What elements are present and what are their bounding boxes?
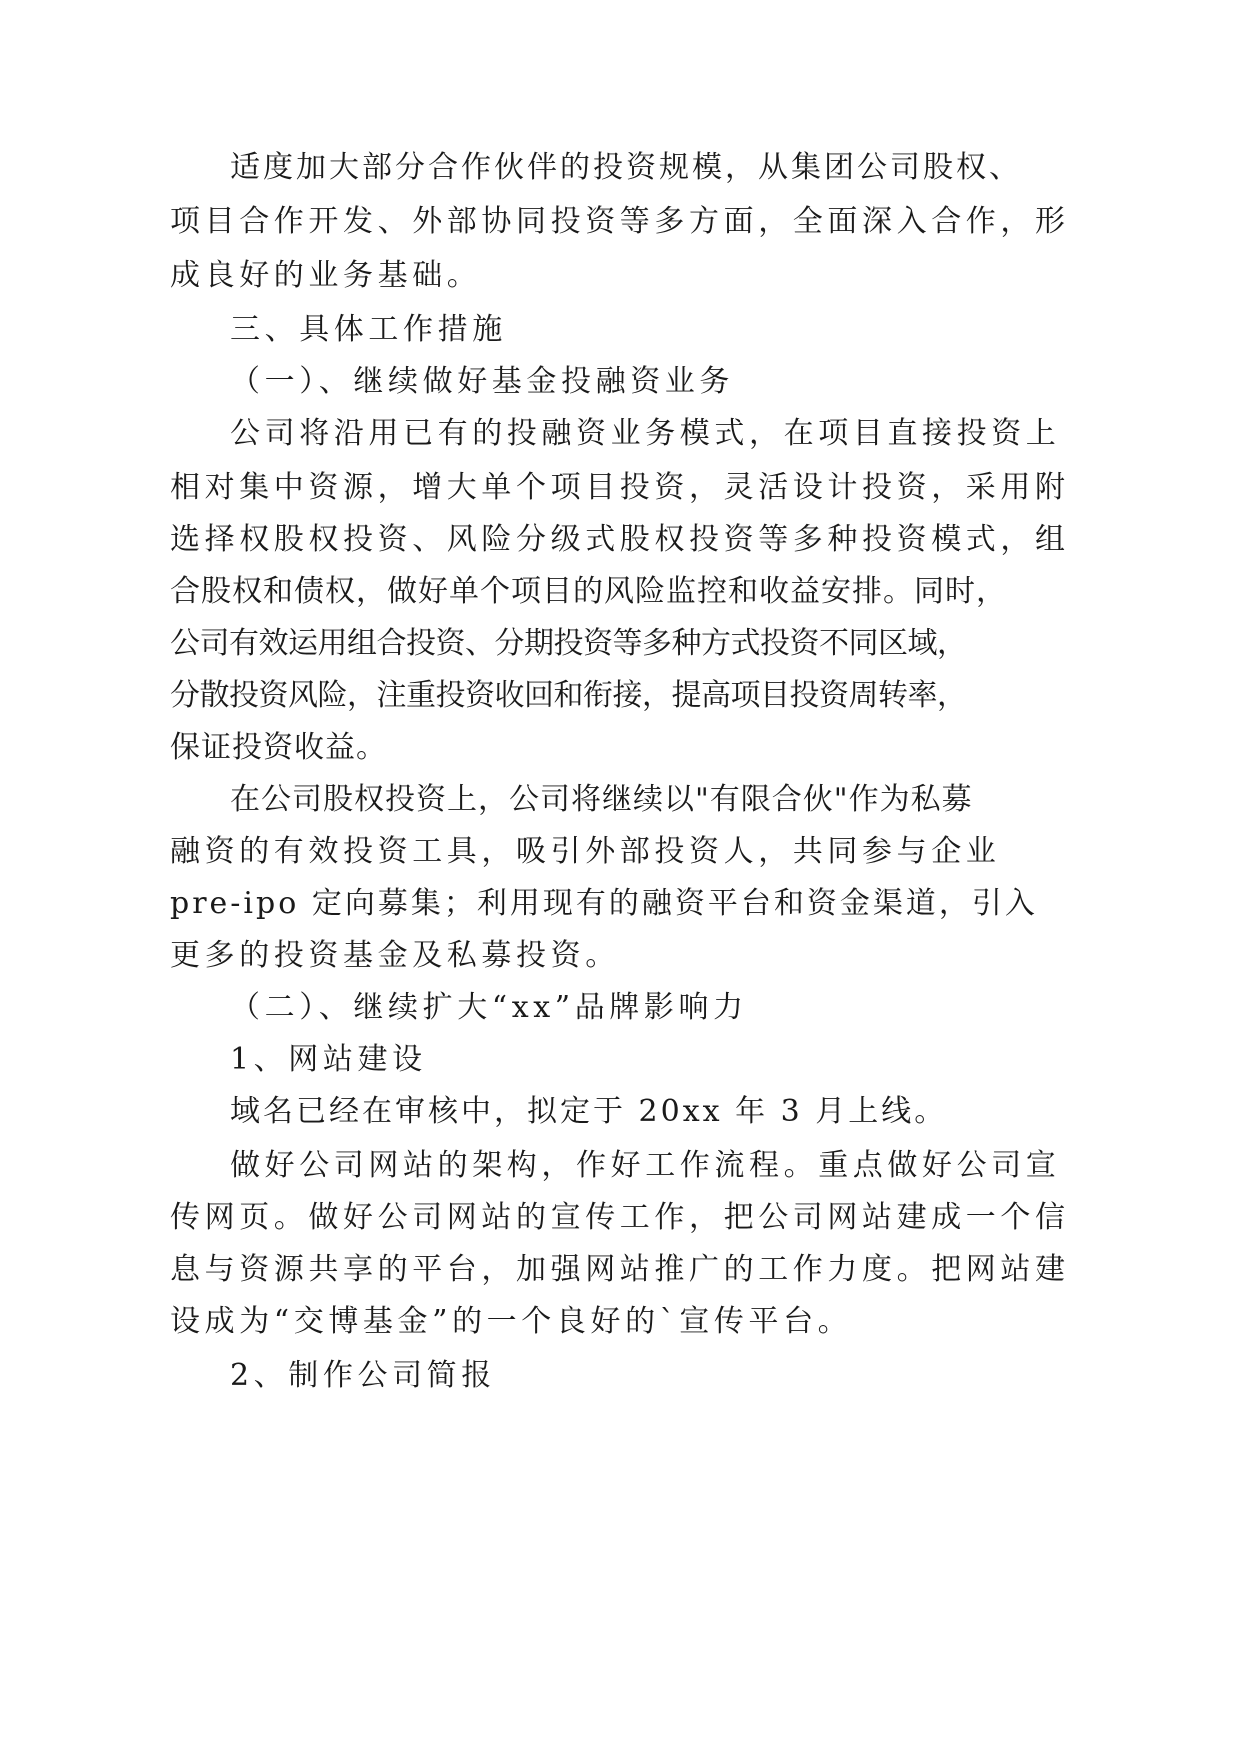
paragraph-2-line-4: 合股权和债权，做好单个项目的风险监控和收益安排。同时， <box>170 574 1007 609</box>
paragraph-3-line-1: 在公司股权投资上，公司将继续以"有限合伙"作为私募 <box>230 782 973 817</box>
paragraph-5-line-3: 息与资源共享的平台，加强网站推广的工作力度。把网站建 <box>170 1252 1070 1287</box>
item-heading-2: 2、制作公司简报 <box>230 1358 496 1393</box>
paragraph-3-line-4: 更多的投资基金及私募投资。 <box>170 938 620 973</box>
paragraph-4-line-1: 域名已经在审核中，拟定于 20xx 年 3 月上线。 <box>230 1094 948 1129</box>
paragraph-2-line-2: 相对集中资源，增大单个项目投资，灵活设计投资，采用附 <box>170 470 1070 505</box>
paragraph-2-line-1: 公司将沿用已有的投融资业务模式，在项目直接投资上 <box>230 416 1061 451</box>
paragraph-2-line-3: 选择权股权投资、风险分级式股权投资等多种投资模式，组 <box>170 522 1070 557</box>
paragraph-5-line-2: 传网页。做好公司网站的宣传工作，把公司网站建成一个信 <box>170 1200 1070 1235</box>
paragraph-1-line-3: 成良好的业务基础。 <box>170 258 482 293</box>
paragraph-3-line-3: pre-ipo 定向募集；利用现有的融资平台和资金渠道，引入 <box>170 886 1038 921</box>
paragraph-2-line-7: 保证投资收益。 <box>170 730 387 765</box>
paragraph-2-line-6: 分散投资风险，注重投资收回和衔接，提高项目投资周转率， <box>170 678 967 713</box>
subsection-heading-2: （二）、继续扩大“xx”品牌影响力 <box>230 990 748 1025</box>
paragraph-1-line-1: 适度加大部分合作伙伴的投资规模，从集团公司股权、 <box>230 150 1022 185</box>
paragraph-2-line-5: 公司有效运用组合投资、分期投资等多种方式投资不同区域， <box>170 626 967 661</box>
paragraph-1-line-2: 项目合作开发、外部协同投资等多方面，全面深入合作，形 <box>170 204 1070 239</box>
item-heading-1: 1、网站建设 <box>230 1042 427 1077</box>
section-heading-3: 三、具体工作措施 <box>230 312 507 347</box>
subsection-heading-1: （一）、继续做好基金投融资业务 <box>230 364 734 399</box>
paragraph-5-line-1: 做好公司网站的架构，作好工作流程。重点做好公司宣 <box>230 1148 1061 1183</box>
paragraph-3-line-2: 融资的有效投资工具，吸引外部投资人，共同参与企业 <box>170 834 1001 869</box>
paragraph-5-line-4: 设成为“交博基金”的一个良好的`宣传平台。 <box>170 1304 853 1339</box>
